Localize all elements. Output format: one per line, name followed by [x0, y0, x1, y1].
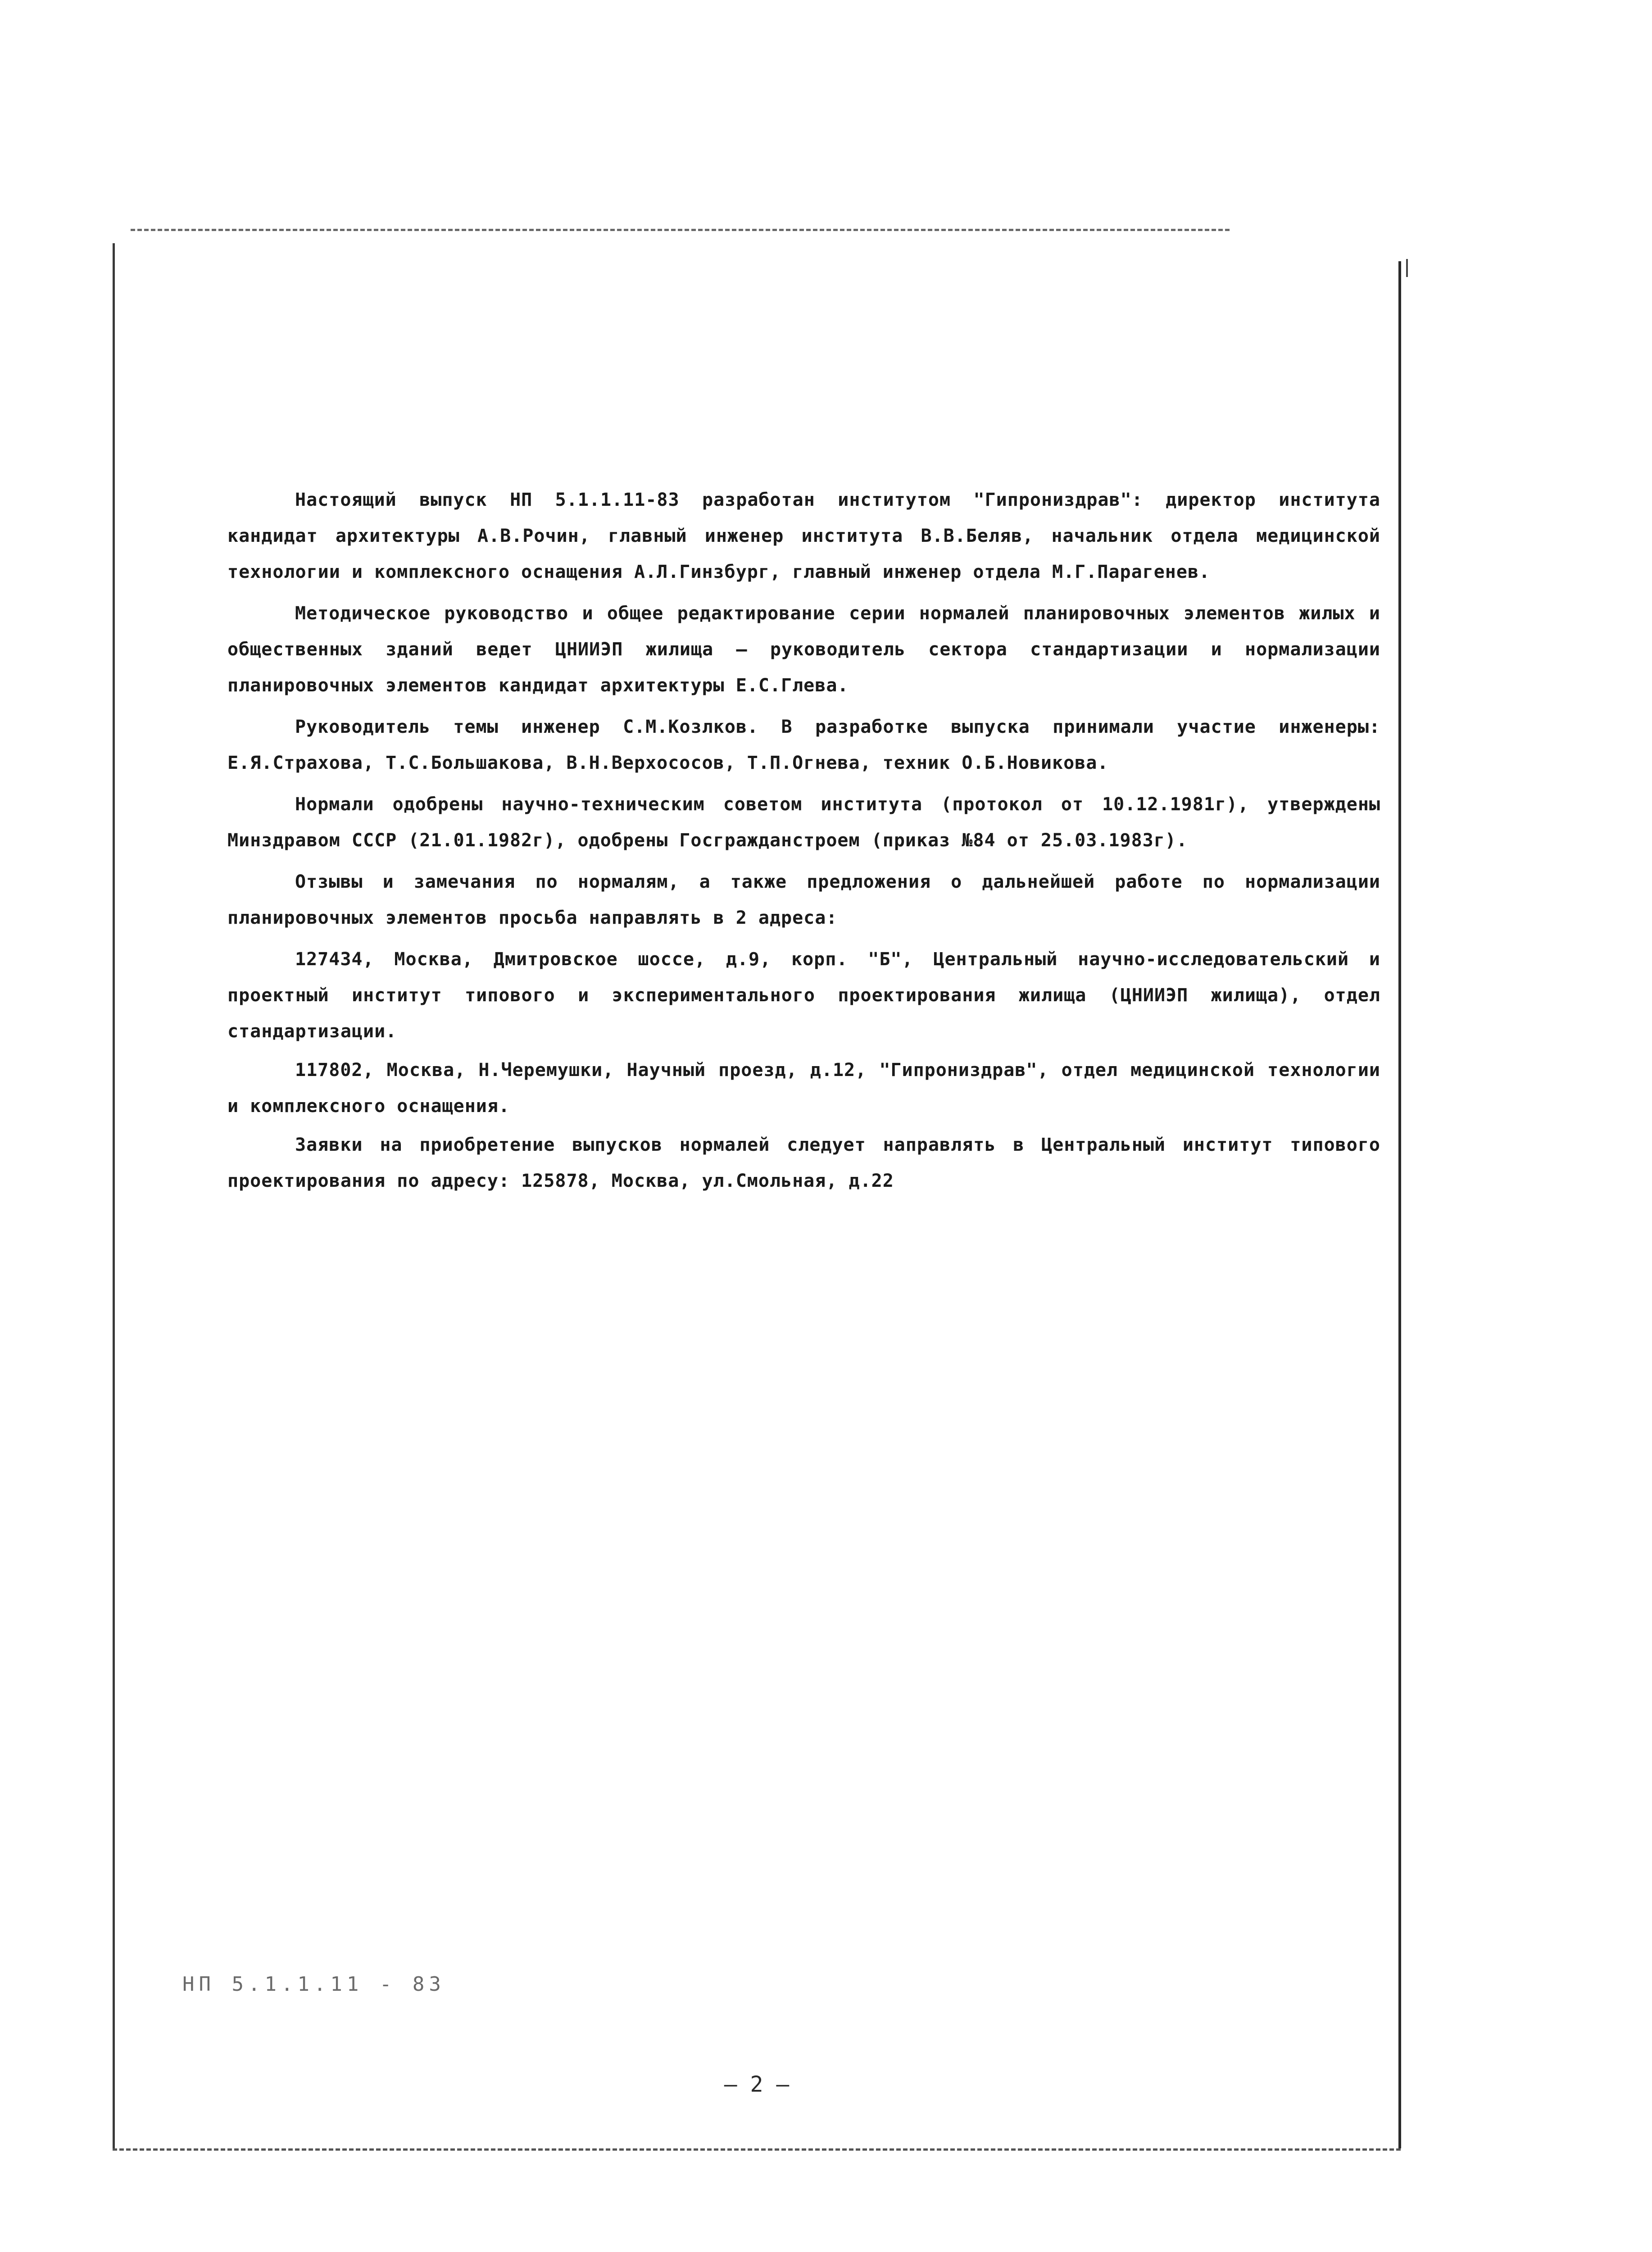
page-frame-right-line	[1398, 261, 1401, 2148]
paragraph-approval: Нормали одобрены научно-техническим советом института (протокол от 10.12.1981г), утверждены Минздравом СССР (21.01.1982г), одобрены Госгражданстроем (приказ №84 от 25.03.1983г).	[227, 794, 1380, 851]
document-body	[227, 482, 1380, 1204]
page-frame-tick	[1406, 259, 1408, 277]
paragraph-address-2: 117802, Москва, Н.Черемушки, Научный проезд, д.12, "Гипрониздрав", отдел медицинской технологии и комплексного оснащения.	[227, 1060, 1380, 1117]
paragraph-methodical-guidance: Методическое руководство и общее редактирование серии нормалей планировочных элементов жилых и общественных зданий ведет ЦНИИЭП жилища — руководитель сектора стандартизации и нормализации планировочных элементов кандидат архитектуры Е.С.Глева.	[227, 603, 1380, 696]
page-frame-bottom-line	[113, 2148, 1401, 2151]
page-number: — 2 —	[724, 2072, 790, 2097]
page-frame-left-line	[113, 243, 115, 2148]
paragraph-participants: Руководитель темы инженер С.М.Козлков. В разработке выпуска принимали участие инженеры: Е.Я.Страхова, Т.С.Большакова, В.Н.Верхососов, Т.П.Огнева, техник О.Б.Новикова.	[227, 717, 1380, 773]
paragraph-authors: Настоящий выпуск НП 5.1.1.11-83 разработан институтом "Гипрониздрав": директор института кандидат архитектуры А.В.Рочин, главный инженер института В.В.Беляв, начальник отдела медицинской технологии и комплексного оснащения А.Л.Гинзбург, главный инженер отдела М.Г.Парагенев.	[227, 490, 1380, 582]
document-code: НП 5.1.1.11 - 83	[182, 1973, 445, 1996]
page-frame-top-line	[131, 229, 1230, 231]
paragraph-feedback: Отзывы и замечания по нормалям, а также предложения о дальнейшей работе по нормализации планировочных элементов просьба направлять в 2 адреса:	[227, 872, 1380, 928]
paragraph-orders: Заявки на приобретение выпусков нормалей следует направлять в Центральный институт типового проектирования по адресу: 125878, Москва, ул.Смольная, д.22	[227, 1135, 1380, 1191]
paragraph-address-1: 127434, Москва, Дмитровское шоссе, д.9, корп. "Б", Центральный научно-исследовательский и проектный институт типового и экспериментального проектирования жилища (ЦНИИЭП жилища), отдел стандартизации.	[227, 949, 1380, 1042]
